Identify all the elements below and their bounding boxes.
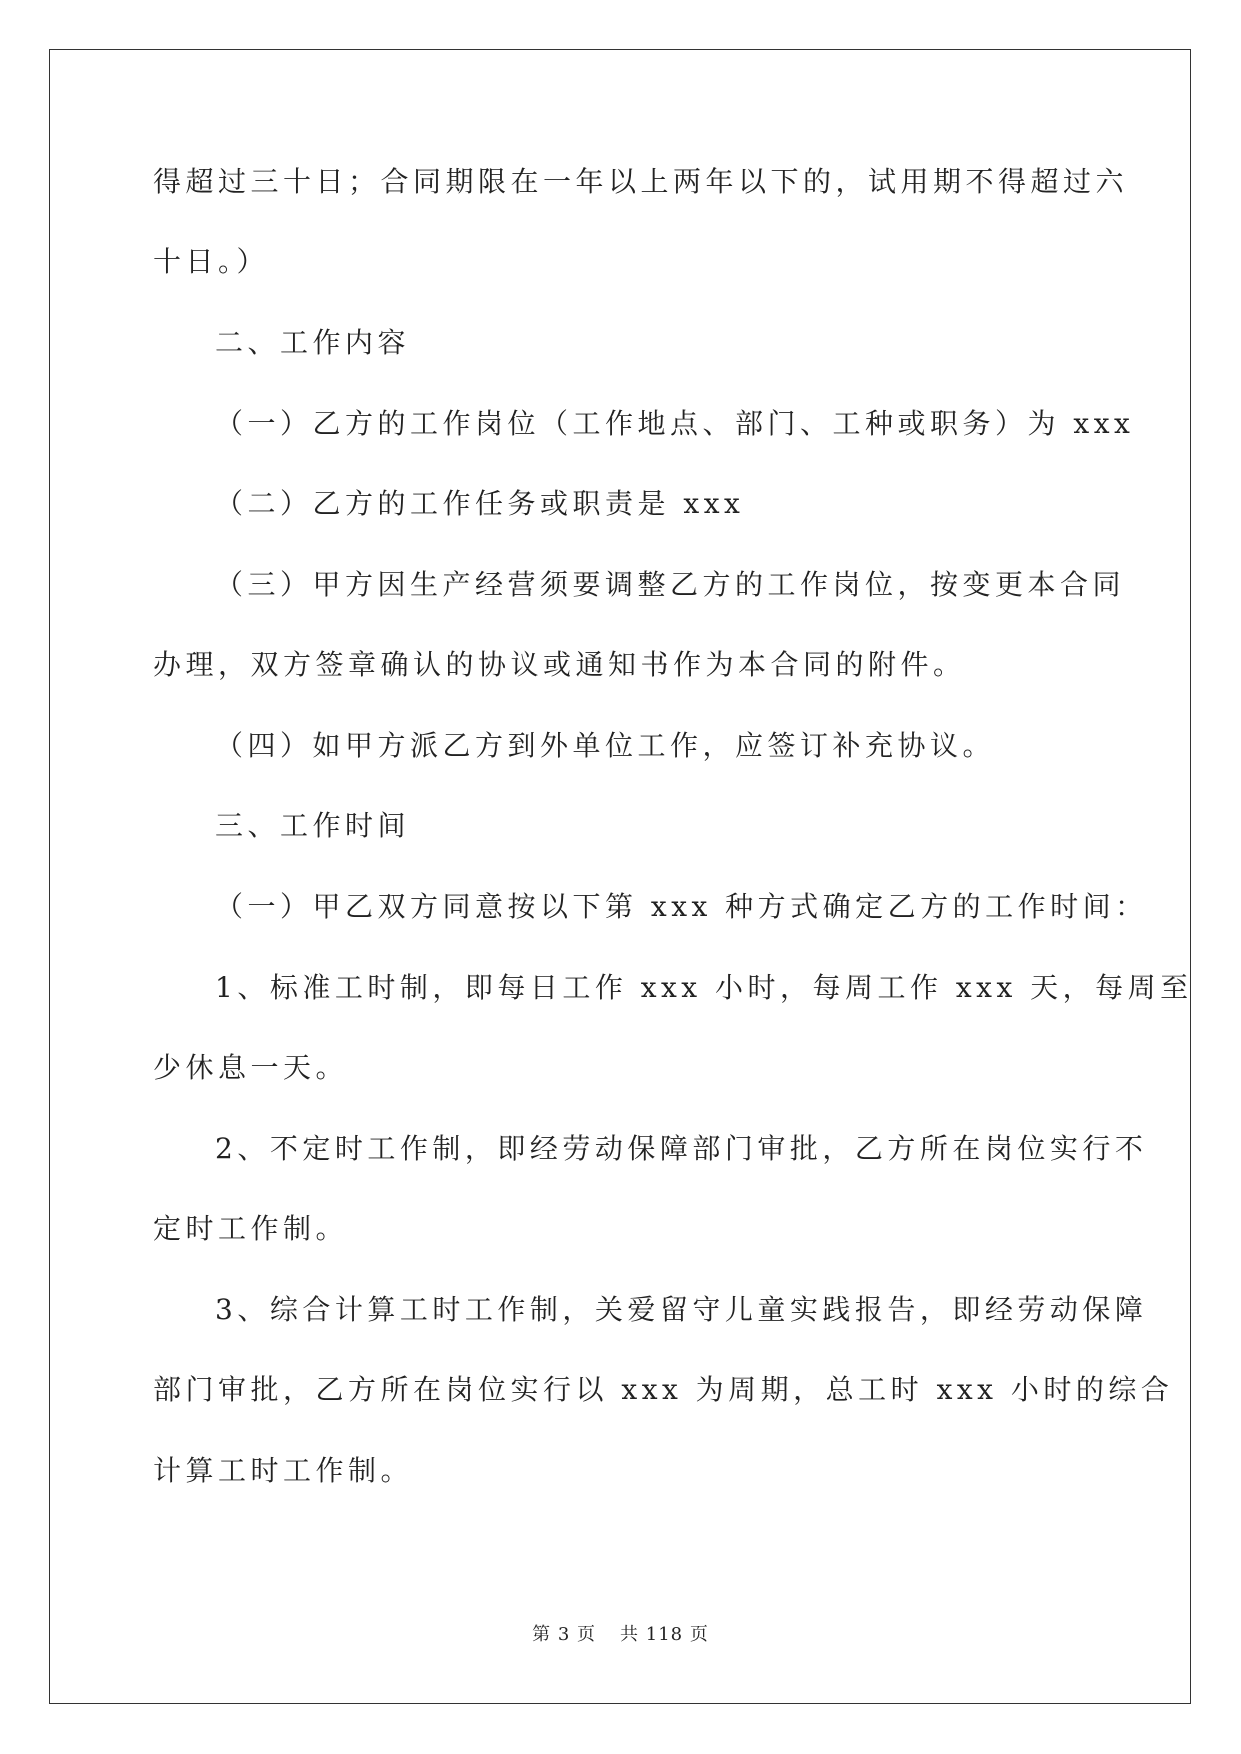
paragraph-line: （四）如甲方派乙方到外单位工作，应签订补充协议。 [215,729,996,762]
paragraph-line: 部门审批，乙方所在岗位实行以 xxx 为周期，总工时 xxx 小时的综合 [153,1373,1174,1406]
paragraph-line: 定时工作制。 [153,1212,349,1245]
section-heading: 三、工作时间 [215,809,411,842]
paragraph-line: （一）甲乙双方同意按以下第 xxx 种方式确定乙方的工作时间： [215,890,1148,923]
section-heading: 二、工作内容 [215,326,411,359]
paragraph-line: 得超过三十日；合同期限在一年以上两年以下的，试用期不得超过六 [153,165,1129,198]
paragraph-line: 办理，双方签章确认的协议或通知书作为本合同的附件。 [153,648,966,681]
paragraph-line: 十日。） [153,245,270,278]
page-footer [0,1620,1241,1646]
paragraph-line: （三）甲方因生产经营须要调整乙方的工作岗位，按变更本合同 [215,568,1126,601]
paragraph-line: 少休息一天。 [153,1051,349,1084]
paragraph-line: 2、不定时工作制，即经劳动保障部门审批，乙方所在岗位实行不 [215,1132,1148,1165]
paragraph-line: 计算工时工作制。 [153,1454,414,1487]
paragraph-line: （一）乙方的工作岗位（工作地点、部门、工种或职务）为 xxx [215,407,1135,440]
page-total: 共 118 页 [620,1624,709,1645]
paragraph-line: 1、标准工时制，即每日工作 xxx 小时，每周工作 xxx 天，每周至 [215,971,1193,1004]
paragraph-line: 3、综合计算工时工作制，关爱留守儿童实践报告，即经劳动保障 [215,1293,1148,1326]
paragraph-line: （二）乙方的工作任务或职责是 xxx [215,487,745,520]
page-number: 第 3 页 [532,1624,597,1645]
